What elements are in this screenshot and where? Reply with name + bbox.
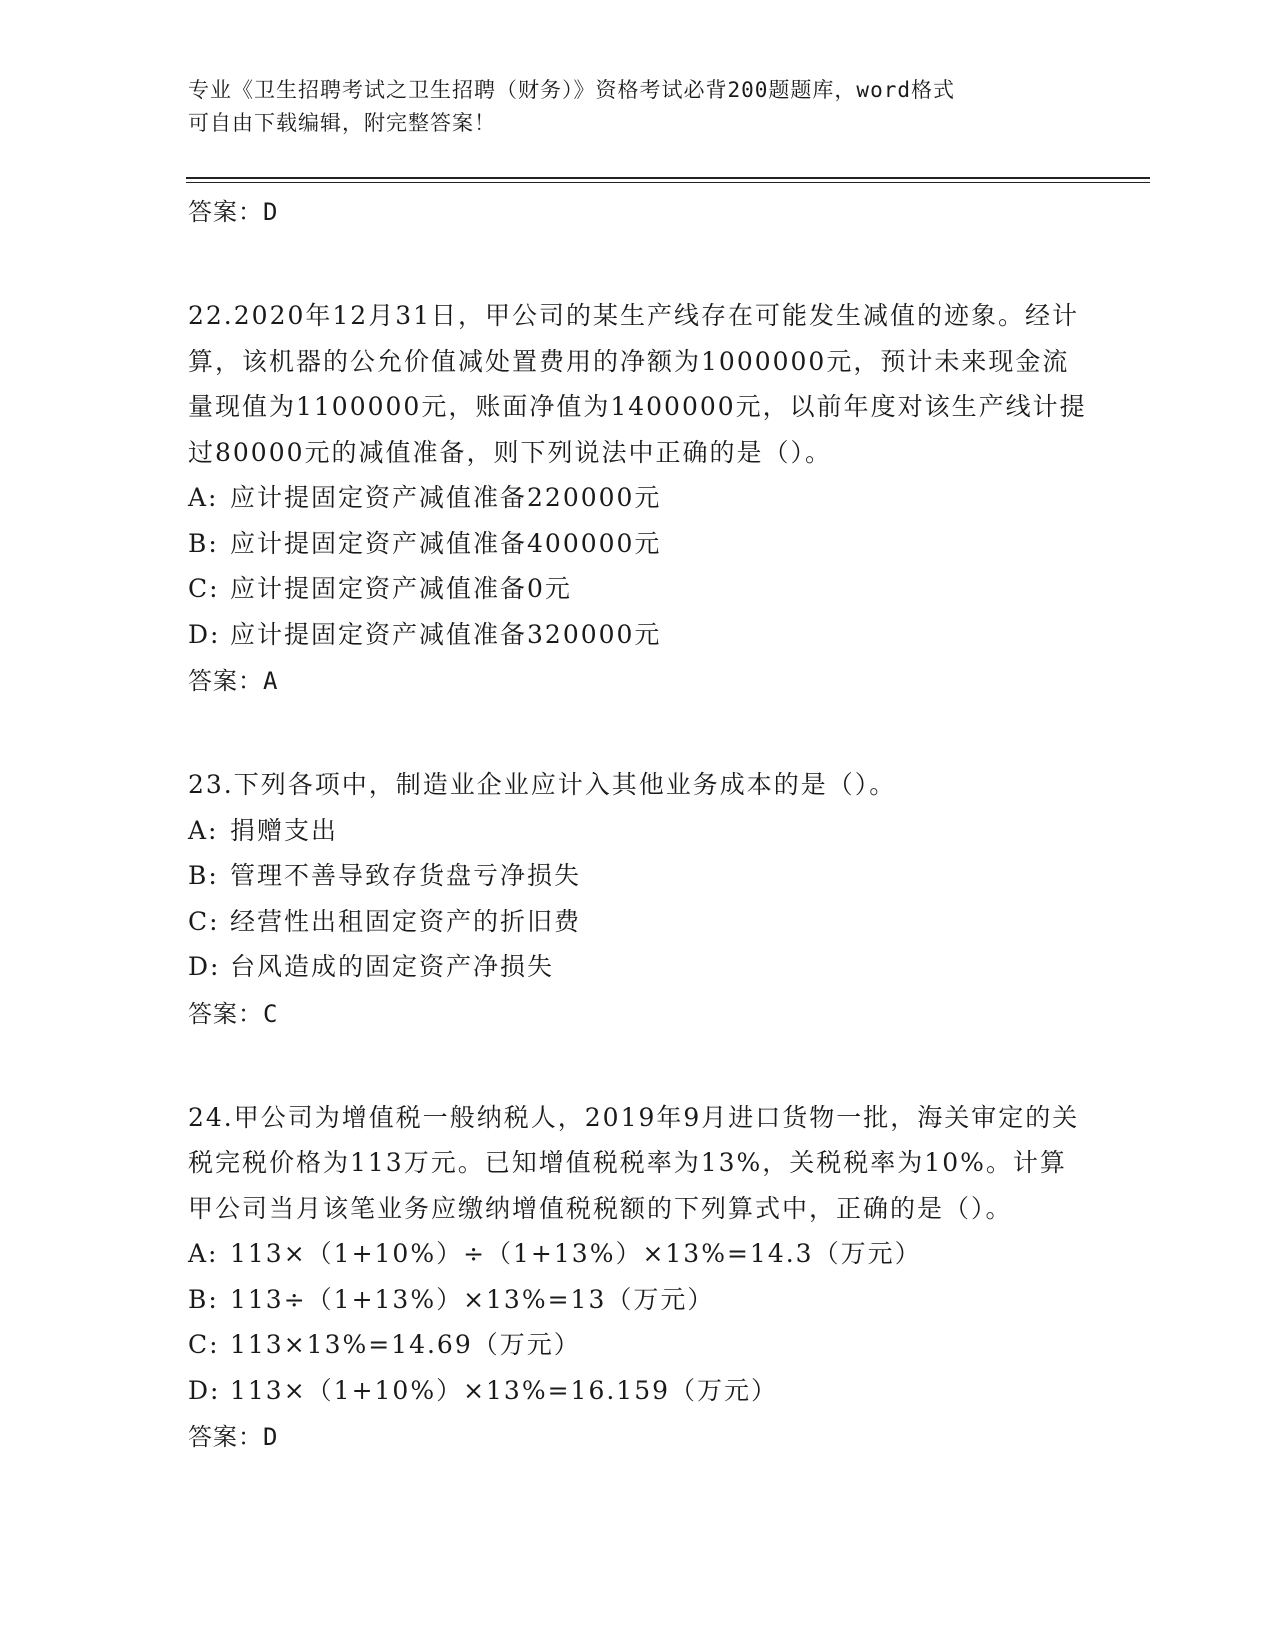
answer-line: 答案：A	[188, 667, 279, 695]
header-rule-thick	[186, 177, 1150, 179]
answer-line: 答案：C	[188, 999, 279, 1028]
option-text: 应计提固定资产减值准备400000元	[230, 528, 662, 558]
option-text: 113÷（1+13%）×13%=13（万元）	[230, 1284, 715, 1314]
option-text: 应计提固定资产减值准备0元	[230, 574, 572, 603]
option-c	[188, 899, 1088, 945]
option-label: C:	[188, 906, 220, 936]
option-c	[188, 1322, 1088, 1368]
document-body	[188, 188, 1088, 1457]
document-header	[188, 74, 1088, 140]
option-label: B:	[188, 861, 219, 890]
header-line-1: 专业《卫生招聘考试之卫生招聘（财务）》资格考试必背200题题库，word格式	[188, 78, 955, 102]
option-label: B:	[188, 1284, 219, 1314]
option-label: D:	[188, 1375, 221, 1405]
option-label: C:	[188, 574, 220, 603]
option-label: D:	[188, 952, 221, 981]
option-d	[188, 612, 1088, 658]
option-b	[188, 1277, 1088, 1323]
option-label: A:	[188, 815, 219, 845]
option-c	[188, 566, 1088, 612]
option-label: C:	[188, 1330, 220, 1359]
answer-line: 答案：D	[188, 1423, 279, 1451]
question-22	[188, 293, 1088, 701]
question-23	[188, 762, 1088, 1034]
question-text: 24.甲公司为增值税一般纳税人，2019年9月进口货物一批，海关审定的关税完税价格为113万元。已知增值税税率为13%，关税税率为10%。计算甲公司当月该笔业务应缴纳增值税税额的下列算式中，正确的是（）。	[188, 1102, 1080, 1223]
option-text: 113×（1+10%）×13%=16.159（万元）	[230, 1375, 779, 1405]
answer-line: 答案：D	[188, 198, 279, 226]
question-24	[188, 1095, 1088, 1458]
header-rule-thin	[186, 182, 1150, 183]
option-a	[188, 1231, 1088, 1277]
option-text: 捐赠支出	[230, 815, 339, 845]
option-a	[188, 808, 1088, 854]
header-line-2: 可自由下载编辑，附完整答案！	[188, 111, 496, 135]
option-text: 113×（1+10%）÷（1+13%）×13%=14.3（万元）	[230, 1239, 922, 1268]
option-b	[188, 853, 1088, 899]
option-b	[188, 521, 1088, 567]
option-a	[188, 475, 1088, 521]
option-d	[188, 944, 1088, 990]
question-text: 23.下列各项中，制造业企业应计入其他业务成本的是（）。	[188, 770, 897, 799]
option-text: 台风造成的固定资产净损失	[230, 952, 555, 981]
option-text: 管理不善导致存货盘亏净损失	[230, 861, 582, 890]
option-text: 应计提固定资产减值准备320000元	[230, 619, 662, 649]
option-text: 应计提固定资产减值准备220000元	[230, 483, 662, 512]
option-text: 113×13%=14.69（万元）	[230, 1330, 581, 1359]
option-label: A:	[188, 1239, 219, 1268]
option-text: 经营性出租固定资产的折旧费	[230, 906, 582, 936]
option-label: D:	[188, 619, 221, 649]
option-label: A:	[188, 483, 219, 512]
option-label: B:	[188, 528, 219, 558]
option-d	[188, 1368, 1088, 1414]
question-text: 22.2020年12月31日，甲公司的某生产线存在可能发生减值的迹象。经计算，该机器的公允价值减处置费用的净额为1000000元，预计未来现金流量现值为1100000元，账面净值为1400000元，以前年度对该生产线计提过80000元的减值准备，则下列说法中正确的是（）。	[188, 301, 1087, 467]
